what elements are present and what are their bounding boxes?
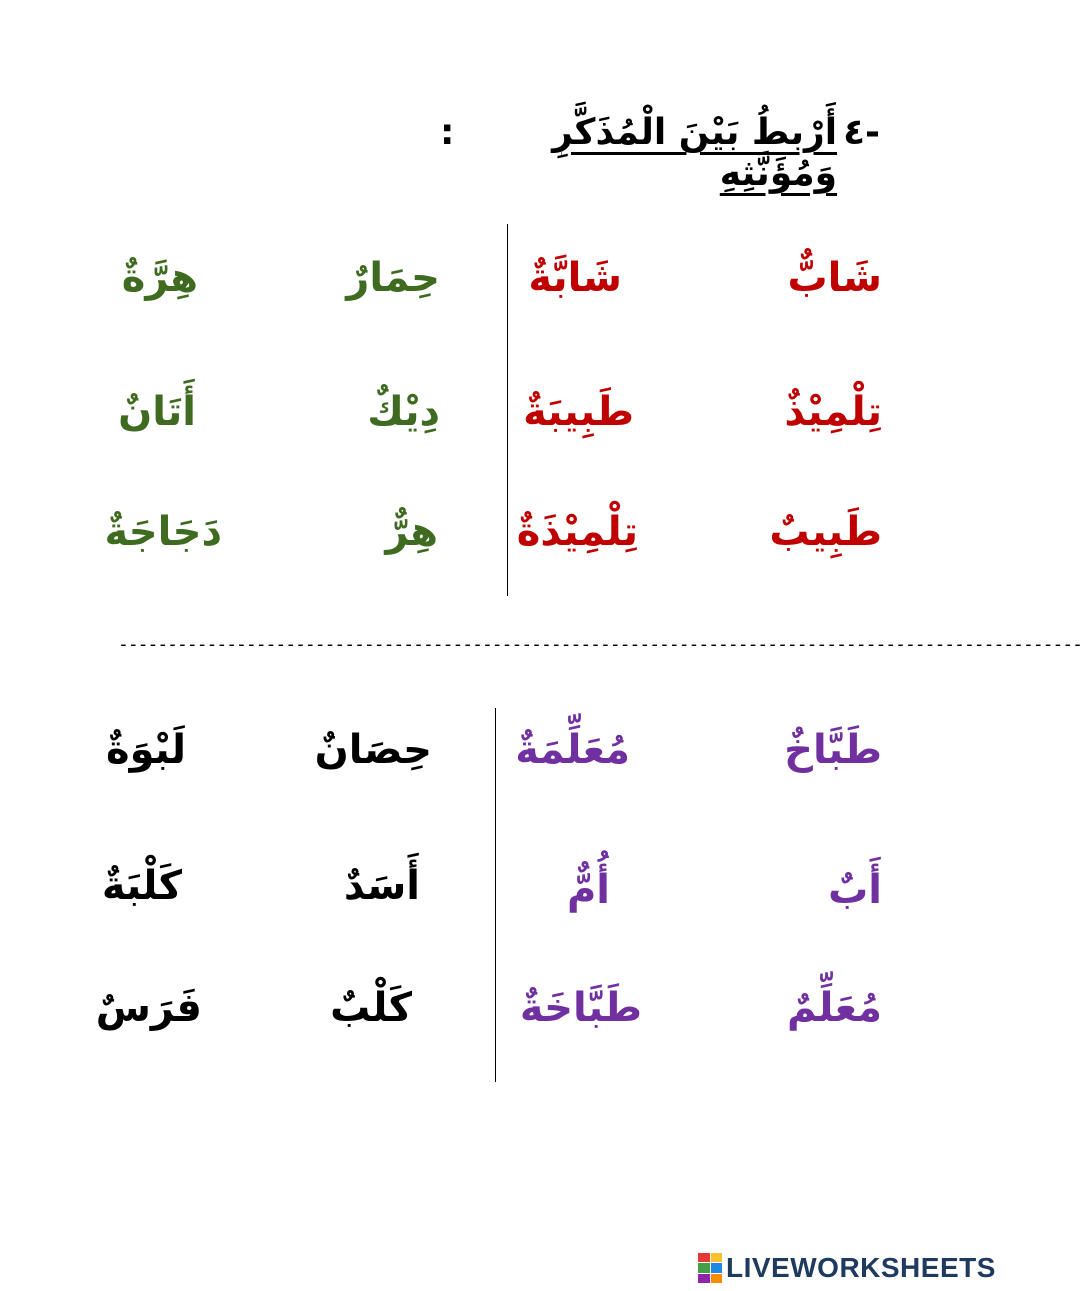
word-tile[interactable]: طَبِيبٌ: [769, 509, 882, 555]
word-tile[interactable]: فَرَسٌ: [95, 985, 202, 1031]
word-tile[interactable]: أَبٌ: [828, 867, 882, 913]
word-tile[interactable]: طَبَّاخَةٌ: [519, 985, 642, 1031]
word-tile[interactable]: دَجَاجَةٌ: [104, 509, 222, 555]
word-tile[interactable]: حِصَانٌ: [314, 727, 432, 773]
word-tile[interactable]: هِرٌّ: [385, 509, 438, 555]
brand-footer: [698, 1252, 996, 1284]
word-tile[interactable]: حِمَارٌ: [346, 255, 440, 301]
instruction-text: أَرْبطُ بَيْنَ الْمُذَكَّرِ وَمُؤَنَّثِهِ: [552, 112, 838, 194]
word-tile[interactable]: شَابٌّ: [787, 255, 882, 301]
word-tile[interactable]: مُعَلِّمَةٌ: [515, 727, 630, 773]
word-tile[interactable]: دِيْكٌ: [367, 389, 440, 435]
word-tile[interactable]: كَلْبَةٌ: [101, 863, 182, 909]
word-tile[interactable]: طَبَّاخٌ: [784, 727, 882, 773]
word-tile[interactable]: طَبِيبَةٌ: [523, 389, 634, 435]
word-tile[interactable]: هِرَّةٌ: [121, 255, 198, 301]
title-colon: :: [440, 112, 455, 153]
word-tile[interactable]: أَسَدٌ: [343, 863, 420, 909]
word-tile[interactable]: تِلْمِيْذَةٌ: [516, 509, 638, 555]
word-tile[interactable]: مُعَلِّمٌ: [786, 985, 882, 1031]
section-divider: --------------------------------------------------------------------------------------------------: [118, 634, 1082, 655]
word-tile[interactable]: أُمٌّ: [566, 867, 610, 913]
word-tile[interactable]: شَابَّةٌ: [528, 255, 622, 301]
word-tile[interactable]: أَتَانٌ: [118, 389, 196, 435]
page-title: [440, 112, 880, 194]
column-divider: [507, 224, 508, 596]
brand-name: LIVEWORKSHEETS: [726, 1252, 996, 1283]
word-tile[interactable]: تِلْمِيْذٌ: [784, 389, 882, 435]
liveworksheets-logo-icon: [698, 1253, 722, 1283]
word-tile[interactable]: كَلْبٌ: [330, 985, 412, 1031]
question-number: ٤-: [843, 112, 880, 153]
word-tile[interactable]: لَبْوَةٌ: [105, 727, 186, 773]
column-divider: [495, 708, 496, 1082]
